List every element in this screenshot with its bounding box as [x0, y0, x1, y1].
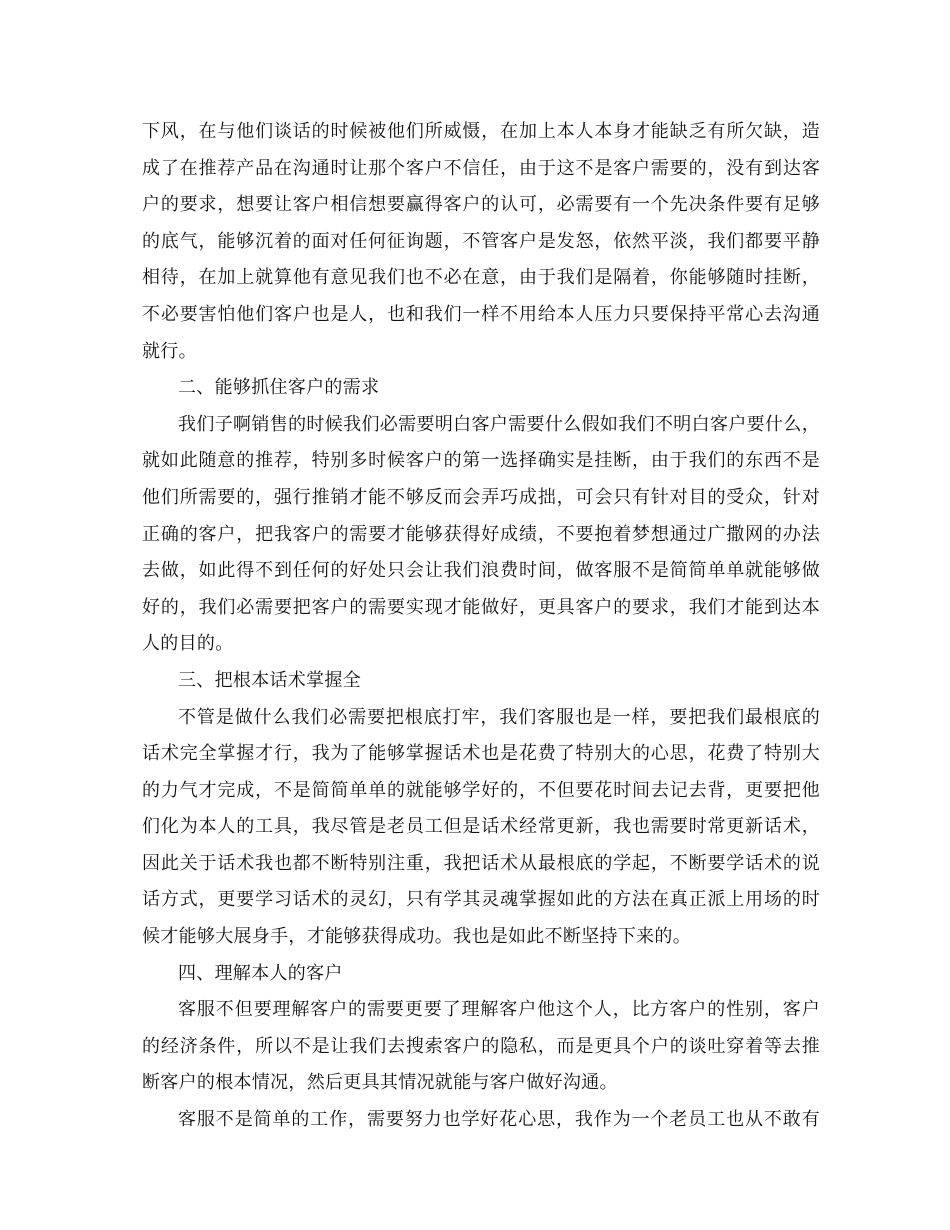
text-line: 就如此随意的推荐，特别多时候客户的第一选择确实是挂断，由于我们的东西不是	[142, 450, 820, 472]
text-line: 他们所需要的，强行推销才能不够反而会弄巧成拙，可会只有针对目的受众，针对	[142, 486, 820, 508]
text-line: 户的要求，想要让客户相信想要赢得客户的认可，必需要有一个先决条件要有足够	[142, 194, 820, 216]
text-line: 正确的客户，把我客户的需要才能够获得好成绩，不要抱着梦想通过广撒网的办法	[142, 523, 820, 545]
text-line: 就行。	[142, 340, 197, 362]
text-line: 好的，我们必需要把客户的需要实现才能做好，更具客户的要求，我们才能到达本	[142, 596, 820, 618]
text-line: 客服不是简单的工作，需要努力也学好花心思，我作为一个老员工也从不敢有	[178, 1109, 820, 1131]
text-line: 成了在推荐产品在沟通时让那个客户不信任，由于这不是客户需要的，没有到达客	[142, 157, 820, 179]
text-line: 不必要害怕他们客户也是人，也和我们一样不用给本人压力只要保持平常心去沟通	[142, 303, 820, 325]
text-line: 们化为本人的工具，我尽管是老员工但是话术经常更新，我也需要时常更新话术，	[142, 816, 820, 838]
text-line: 的底气，能够沉着的面对任何征询题，不管客户是发怒，依然平淡，我们都要平静	[142, 230, 820, 252]
text-line: 三、把根本话术掌握全	[178, 669, 361, 691]
text-line: 我们子啊销售的时候我们必需要明白客户需要什么假如我们不明白客户要什么，	[178, 413, 820, 435]
text-line: 四、理解本人的客户	[178, 962, 343, 984]
text-line: 断客户的根本情况，然后更具其情况就能与客户做好沟通。	[142, 1072, 618, 1094]
text-line: 不管是做什么我们必需要把根底打牢，我们客服也是一样，要把我们最根底的	[178, 706, 820, 728]
text-line: 话术完全掌握才行，我为了能够掌握话术也是花费了特别大的心思，花费了特别大	[142, 743, 820, 765]
text-line: 相待，在加上就算他有意见我们也不必在意，由于我们是隔着，你能够随时挂断，	[142, 267, 820, 289]
text-line: 因此关于话术我也都不断特别注重，我把话术从最根底的学起，不断要学话术的说	[142, 852, 820, 874]
text-line: 二、能够抓住客户的需求	[178, 377, 380, 399]
text-line: 去做，如此得不到任何的好处只会让我们浪费时间，做客服不是简简单单就能够做	[142, 560, 820, 582]
text-line: 客服不但要理解客户的需要更要了理解客户他这个人，比方客户的性别，客户	[178, 999, 820, 1021]
body-text	[142, 114, 820, 1139]
text-line: 下风，在与他们谈话的时候被他们所威慑，在加上本人本身才能缺乏有所欠缺，造	[142, 121, 820, 142]
text-line: 的力气才完成，不是简简单单的就能够学好的，不但要花时间去记去背，更要把他	[142, 779, 820, 801]
text-line: 话方式，更要学习话术的灵幻，只有学其灵魂掌握如此的方法在真正派上用场的时	[142, 889, 820, 911]
text-line: 人的目的。	[142, 633, 234, 655]
text-line: 候才能够大展身手，才能够获得成功。我也是如此不断坚持下来的。	[142, 926, 691, 948]
text-line: 的经济条件，所以不是让我们去搜索客户的隐私，而是更具个户的谈吐穿着等去推	[142, 1035, 820, 1057]
